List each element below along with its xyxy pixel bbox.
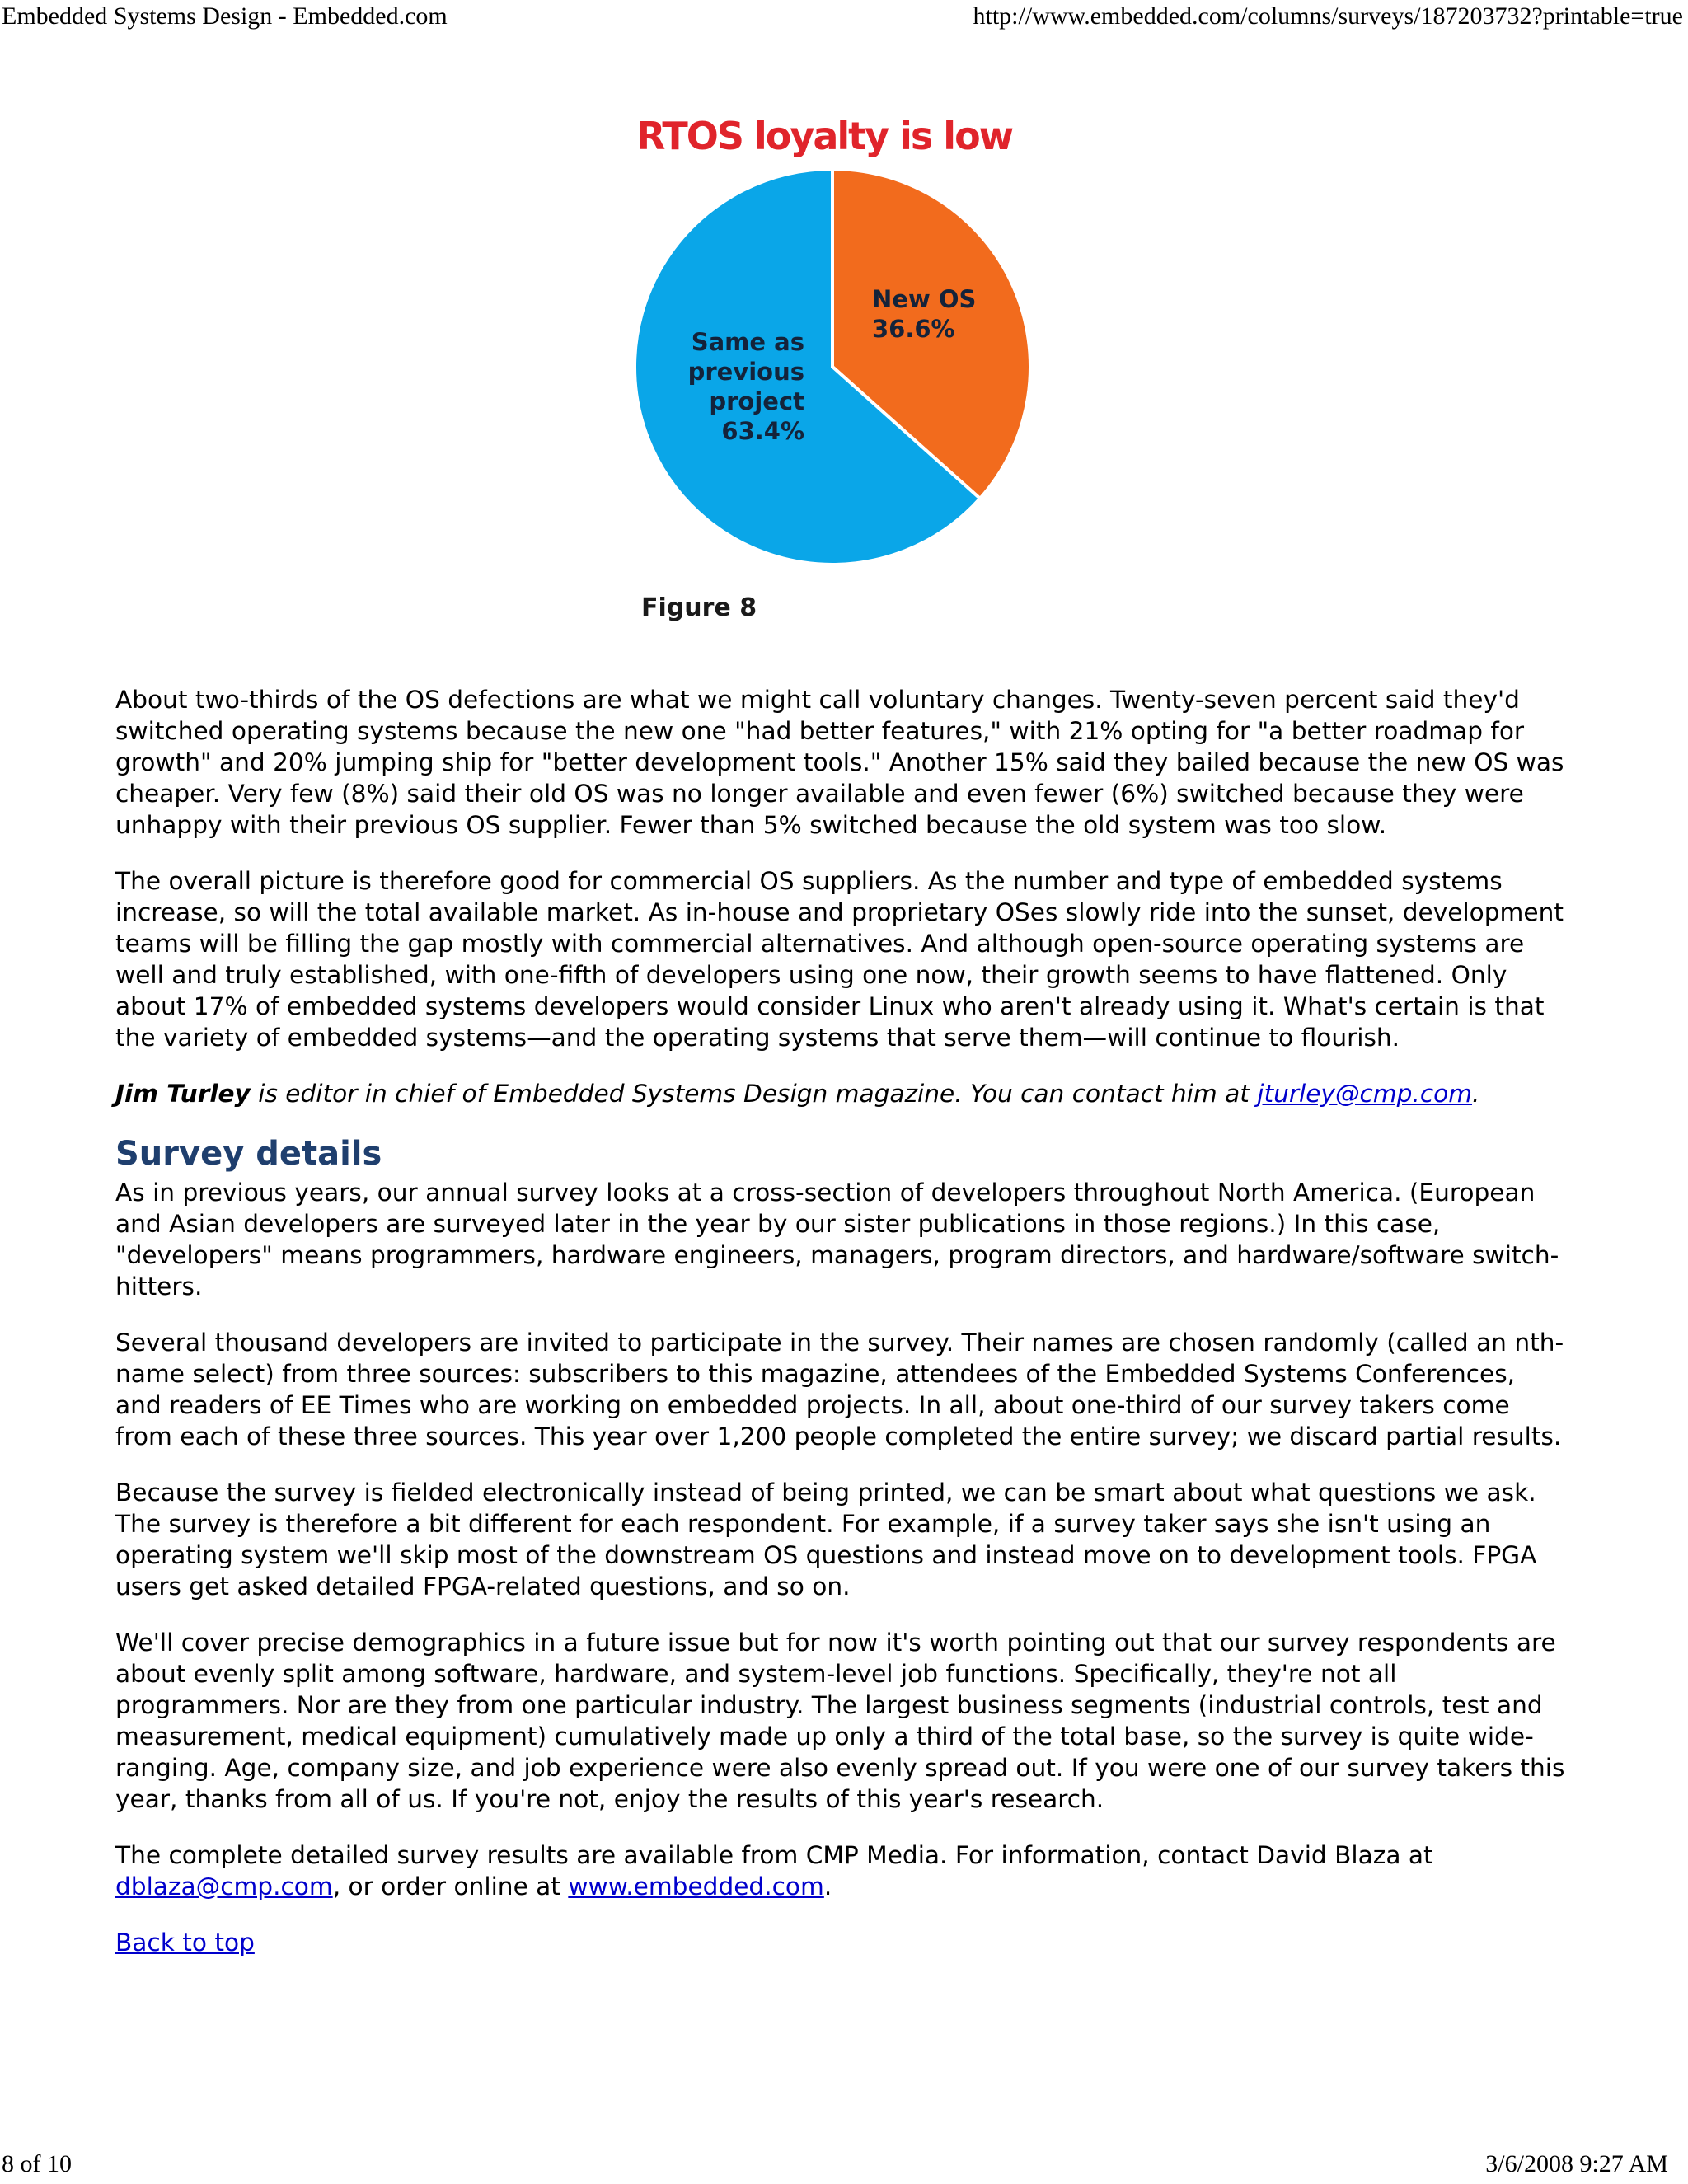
article-paragraph: About two-thirds of the OS defections are what we might call voluntary changes. Twenty-seven percent said they'd switched operating systems because the new one "had better features," with 21% opting for "a better roadmap for growth" and 20% jumping ship for "better development tools." Another 15% said they bailed because the new OS was cheaper. Very few (8%) said their old OS was no longer available and even fewer (6%) switched because they were unhappy with their previous OS supplier. Fewer than 5% switched because the old system was too slow. [115,686,1564,839]
article-paragraph: The overall picture is therefore good for commercial OS suppliers. As the number and type of embedded systems increase, so will the total available market. As in-house and proprietary OSes slowly ride into the sunset, development teams will be filling the gap mostly with commercial alternatives. And although open-source operating systems are well and truly established, with one-fifth of developers using one now, their growth seems to have flattened. Only about 17% of embedded systems developers would consider Linux who aren't already using it. What's certain is that the variety of embedded systems—and the operating systems that serve them—will continue to flourish. [115,867,1564,1052]
print-footer-page: 8 of 10 [2,2150,72,2177]
pie-chart [610,169,1055,581]
survey-paragraph: We'll cover precise demographics in a future issue but for now it's worth pointing out that our survey respondents are about evenly split among software, hardware, and system-level job functions. Specifically, they're not all programmers. Nor are they from one particular industry. The largest business segments (industrial controls, test and measurement, medical equipment) cumulatively made up only a third of the total base, so the survey is quite wide-ranging. Age, company size, and job experience were also evenly spread out. If you were one of our survey takers this year, thanks from all of us. If you're not, enjoy the results of this year's research. [115,1629,1565,1813]
pie-chart-figure [610,111,1055,639]
pie-label-same-os: Same as previous project 63.4% [687,328,804,445]
contact-mid-text: , or order online at [332,1872,569,1900]
section-heading: Survey details [115,1135,382,1173]
contact-email-link[interactable]: dblaza@cmp.com [115,1872,333,1900]
print-header-title: Embedded Systems Design - Embedded.com [2,2,448,30]
survey-paragraph: Because the survey is fielded electronically instead of being printed, we can be smart about what questions we ask. The survey is therefore a bit different for each respondent. For example, if a survey taker says she isn't using an operating system we'll skip most of the downstream OS questions and instead move on to development tools. FPGA users get asked detailed FPGA-related questions, and so on. [115,1479,1537,1601]
article-body [115,684,1566,1983]
author-note [115,1078,1566,1109]
contact-text: The complete detailed survey results are available from CMP Media. For information, contact David Blaza at [115,1841,1433,1869]
pie-label-new-os: New OS 36.6% [872,285,977,343]
print-header-url: http://www.embedded.com/columns/surveys/187203732?printable=true [973,2,1683,30]
survey-paragraph [115,1840,1566,1902]
figure-caption: Figure 8 [641,593,757,622]
back-to-top-link[interactable]: Back to top [115,1929,255,1957]
site-link[interactable]: www.embedded.com [568,1872,824,1900]
author-email-link[interactable]: jturley@cmp.com [1257,1080,1473,1108]
survey-paragraph: Several thousand developers are invited to participate in the survey. Their names are chosen randomly (called an nth-name select) from three sources: subscribers to this magazine, attendees of the Embedded Systems Conferences, and readers of EE Times who are working on embedded projects. In all, about one-third of our survey takers come from each of these three sources. This year over 1,200 people completed the entire survey; we discard partial results. [115,1329,1564,1451]
print-footer-datetime: 3/6/2008 9:27 AM [1485,2150,1668,2177]
author-note-end: . [1472,1080,1480,1108]
survey-paragraph: As in previous years, our annual survey looks at a cross-section of developers throughout North America. (European and Asian developers are surveyed later in the year by our sister publications in those regions.) In this case, "developers" means programmers, hardware engineers, managers, program directors, and hardware/software switch-hitters. [115,1179,1559,1301]
chart-title: RTOS loyalty is low [636,114,1013,158]
back-to-top-wrap [115,1927,1566,1958]
contact-end: . [823,1872,832,1900]
author-name: Jim Turley [115,1080,251,1108]
author-bio: is editor in chief of Embedded Systems Design magazine. You can contact him at [250,1080,1258,1108]
